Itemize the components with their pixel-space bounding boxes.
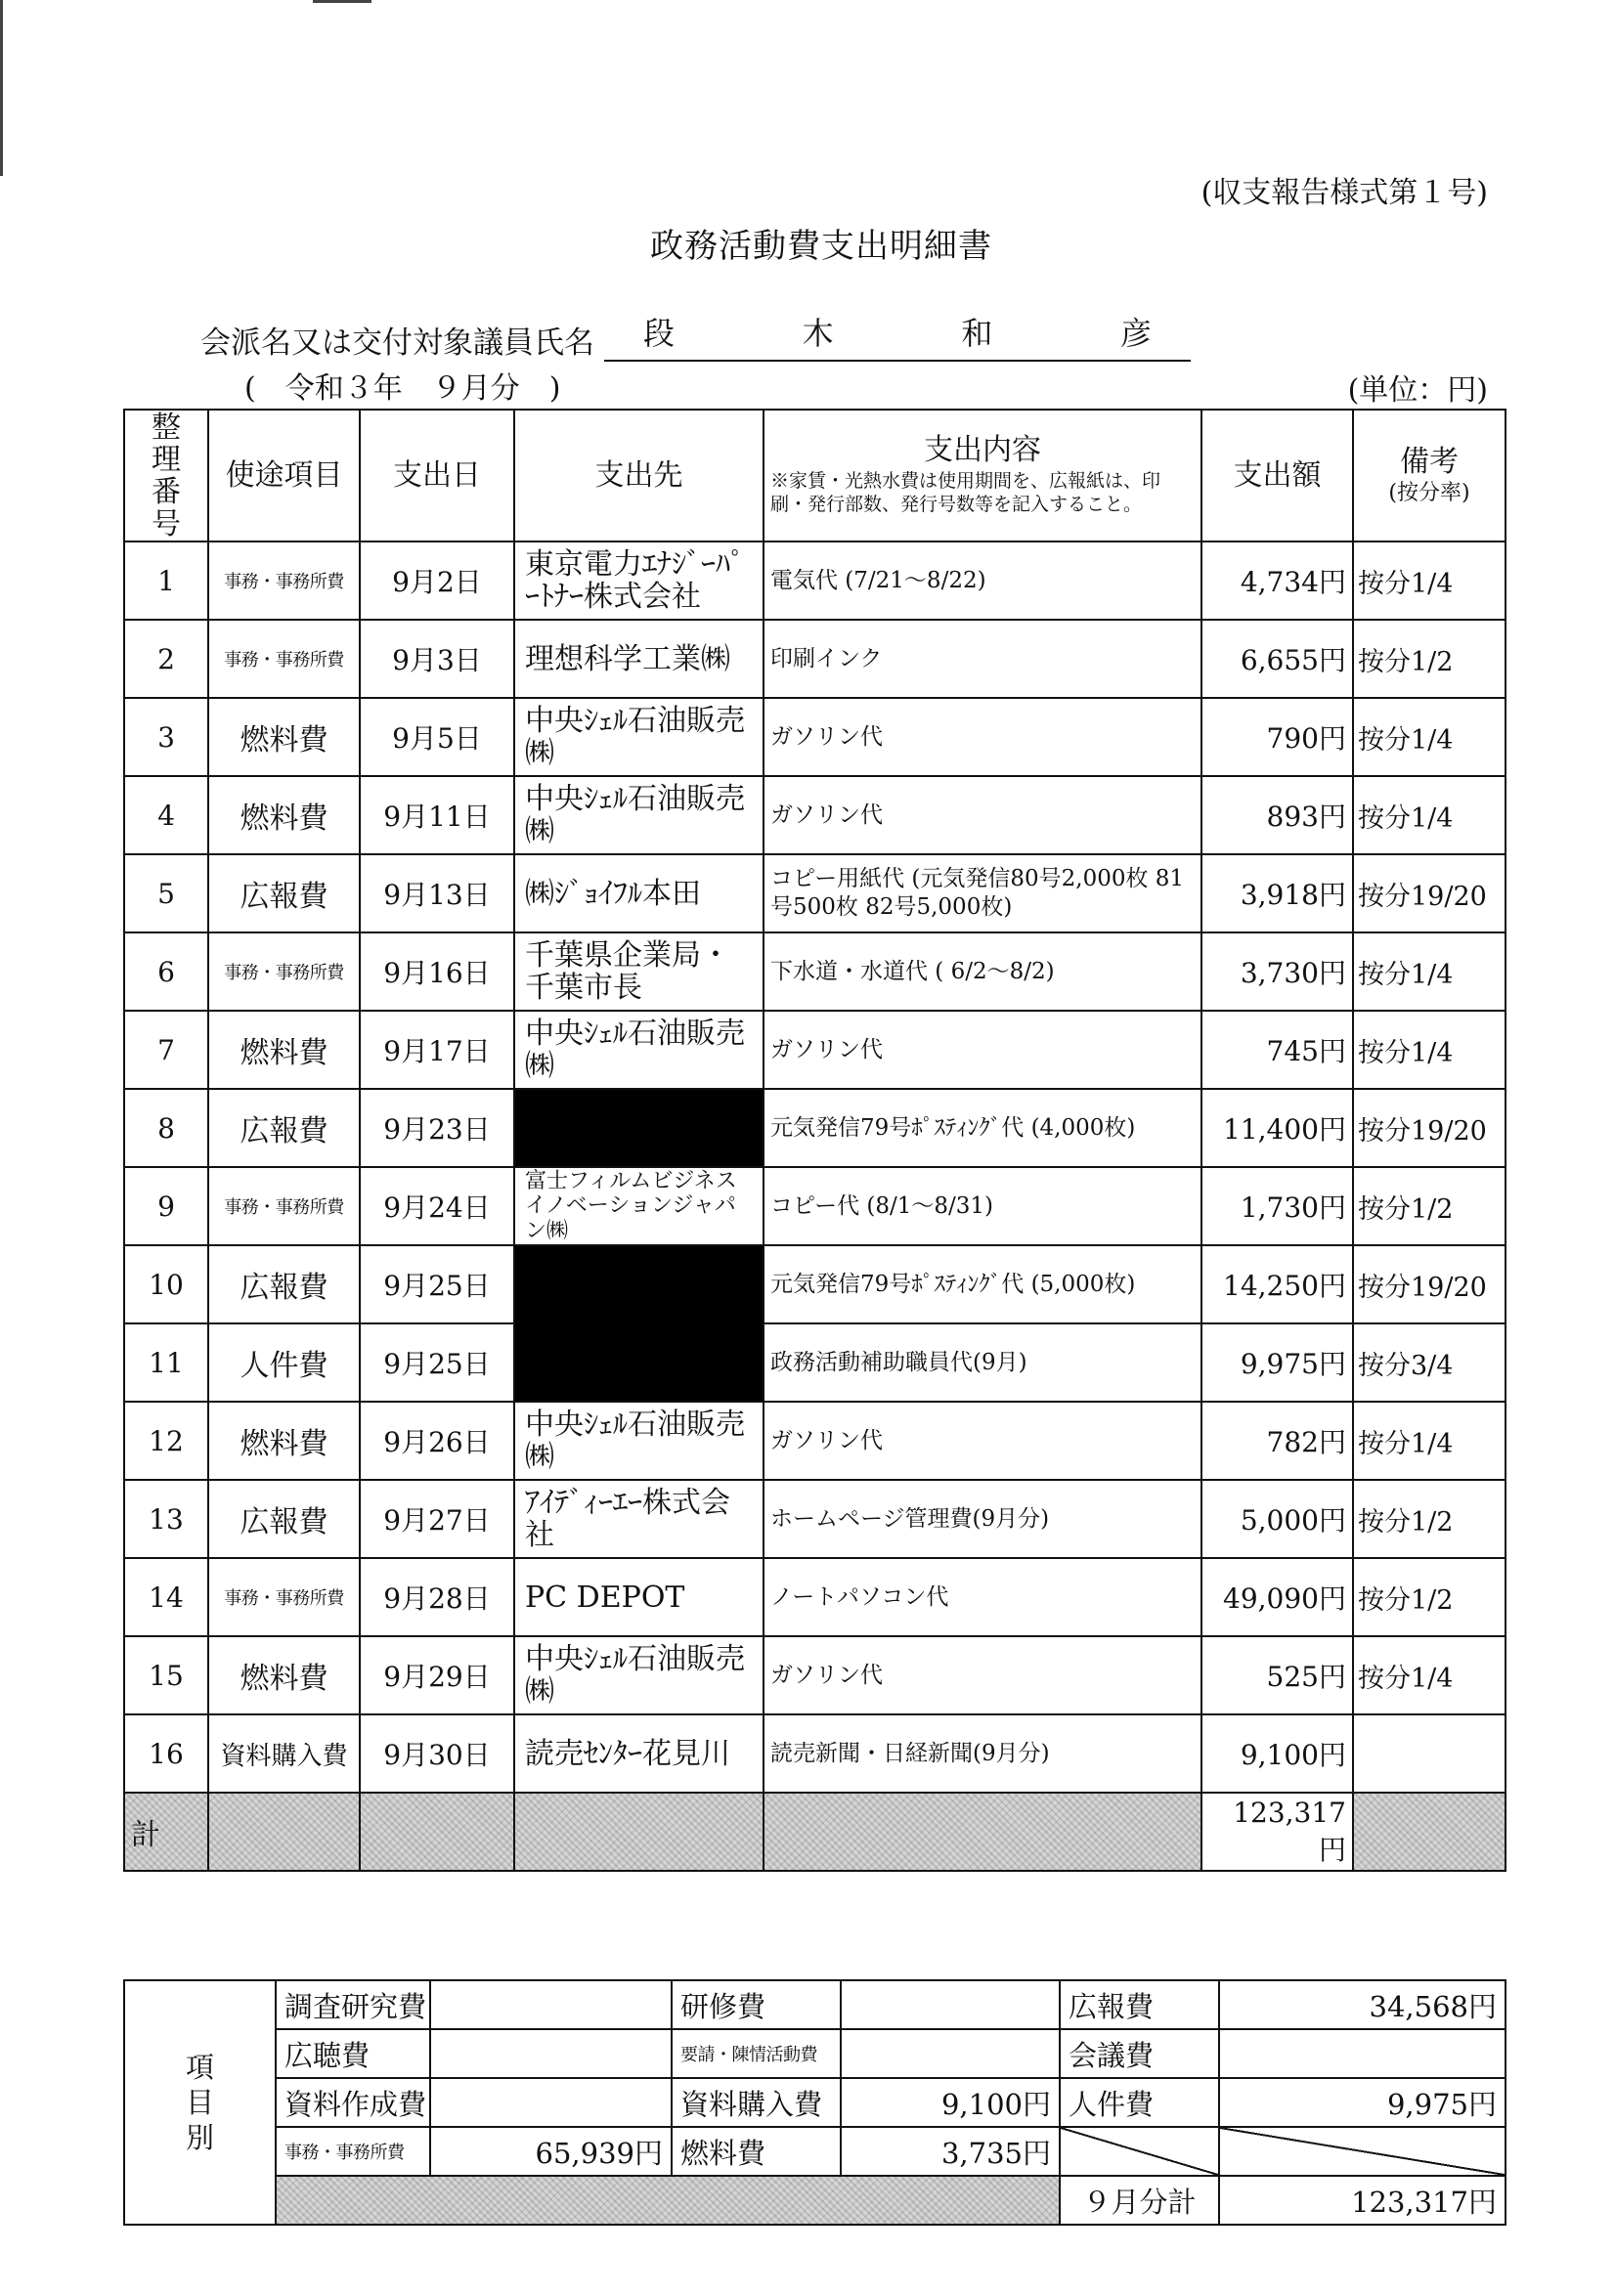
member-name-char: 段 <box>643 315 676 352</box>
row-content: ガソリン代 <box>764 1011 1201 1089</box>
total-label: 計 <box>124 1793 208 1871</box>
shaded-cell <box>764 1793 1201 1871</box>
category-summary-table <box>123 1979 1506 2226</box>
party-row <box>200 309 1191 362</box>
col-header-payee: 支出先 <box>514 410 764 542</box>
diagonal-empty-cell <box>1060 2127 1219 2176</box>
row-no: 12 <box>124 1402 208 1480</box>
category-row <box>124 1980 1506 2029</box>
row-content: 読売新聞・日経新聞(9月分) <box>764 1714 1201 1793</box>
scan-mark <box>313 0 371 3</box>
category-label: 事務・事務所費 <box>276 2127 430 2176</box>
shaded-cell <box>276 2176 1060 2225</box>
row-note: 按分1/2 <box>1353 620 1506 698</box>
row-use: 燃料費 <box>208 698 360 776</box>
row-no: 8 <box>124 1089 208 1167</box>
member-name <box>604 309 1191 362</box>
table-row <box>124 1714 1506 1793</box>
row-content: 電気代 (7/21～8/22) <box>764 542 1201 620</box>
row-date: 9月26日 <box>360 1402 514 1480</box>
row-use: 人件費 <box>208 1323 360 1402</box>
table-row <box>124 620 1506 698</box>
row-date: 9月29日 <box>360 1636 514 1714</box>
category-label: 燃料費 <box>672 2127 841 2176</box>
row-payee: 千葉県企業局・千葉市長 <box>514 932 764 1011</box>
row-use: 広報費 <box>208 1480 360 1558</box>
table-row <box>124 1167 1506 1245</box>
table-row <box>124 1480 1506 1558</box>
row-amount: 745円 <box>1201 1011 1353 1089</box>
row-amount: 790円 <box>1201 698 1353 776</box>
row-no: 10 <box>124 1245 208 1323</box>
redacted-payee <box>514 1089 764 1167</box>
row-payee: ｱｲﾃﾞｨｰｴｰ株式会社 <box>514 1480 764 1558</box>
diagonal-empty-cell <box>1219 2127 1506 2176</box>
row-date: 9月23日 <box>360 1089 514 1167</box>
table-row <box>124 1089 1506 1167</box>
row-note: 按分1/4 <box>1353 932 1506 1011</box>
row-note: 按分1/4 <box>1353 776 1506 854</box>
scan-mark <box>0 0 3 176</box>
col-header-note-sub: (按分率) <box>1388 480 1470 505</box>
row-amount: 5,000円 <box>1201 1480 1353 1558</box>
category-value <box>430 2029 672 2078</box>
category-label: 要請・陳情活動費 <box>672 2029 841 2078</box>
row-use: 燃料費 <box>208 776 360 854</box>
form-number: (収支報告様式第１号) <box>1200 176 1488 210</box>
month-total-value: 123,317円 <box>1219 2176 1506 2225</box>
row-use: 資料購入費 <box>208 1714 360 1793</box>
row-no: 14 <box>124 1558 208 1636</box>
table-row <box>124 776 1506 854</box>
row-note: 按分19/20 <box>1353 854 1506 932</box>
category-value: 65,939円 <box>430 2127 672 2176</box>
row-payee: 中央ｼｪﾙ石油販売㈱ <box>514 1636 764 1714</box>
table-row <box>124 1245 1506 1323</box>
row-amount: 6,655円 <box>1201 620 1353 698</box>
row-amount: 3,918円 <box>1201 854 1353 932</box>
col-header-content-label: 支出内容 <box>924 433 1041 468</box>
shaded-cell <box>1353 1793 1506 1871</box>
row-no: 3 <box>124 698 208 776</box>
row-use: 事務・事務所費 <box>208 932 360 1011</box>
table-row <box>124 932 1506 1011</box>
row-payee: PC DEPOT <box>514 1558 764 1636</box>
row-use: 燃料費 <box>208 1402 360 1480</box>
category-label: 研修費 <box>672 1980 841 2029</box>
row-content: コピー用紙代 (元気発信80号2,000枚 81号500枚 82号5,000枚) <box>764 854 1201 932</box>
category-value <box>841 1980 1060 2029</box>
member-name-char: 和 <box>961 315 993 352</box>
row-date: 9月5日 <box>360 698 514 776</box>
row-no: 11 <box>124 1323 208 1402</box>
category-row <box>124 2127 1506 2176</box>
row-payee: 富士フィルムビジネスイノベーションジャパン㈱ <box>514 1167 764 1245</box>
row-payee: 東京電力ｴﾅｼﾞｰﾊﾟｰﾄﾅｰ株式会社 <box>514 542 764 620</box>
row-amount: 49,090円 <box>1201 1558 1353 1636</box>
row-no: 4 <box>124 776 208 854</box>
document-title: 政務活動費支出明細書 <box>650 227 992 266</box>
col-header-use: 使途項目 <box>208 410 360 542</box>
row-payee: 読売ｾﾝﾀｰ花見川 <box>514 1714 764 1793</box>
row-date: 9月13日 <box>360 854 514 932</box>
row-use: 燃料費 <box>208 1011 360 1089</box>
row-amount: 525円 <box>1201 1636 1353 1714</box>
report-period: ( 令和３年 ９月分 ) <box>244 371 561 406</box>
category-value: 9,100円 <box>841 2078 1060 2127</box>
row-use: 広報費 <box>208 1089 360 1167</box>
row-note: 按分1/4 <box>1353 1636 1506 1714</box>
row-use: 事務・事務所費 <box>208 1558 360 1636</box>
row-note: 按分1/4 <box>1353 698 1506 776</box>
row-date: 9月17日 <box>360 1011 514 1089</box>
row-amount: 9,975円 <box>1201 1323 1353 1402</box>
category-side-char: 別 <box>185 2121 214 2155</box>
category-value: 3,735円 <box>841 2127 1060 2176</box>
table-row <box>124 1323 1506 1402</box>
table-row <box>124 1402 1506 1480</box>
col-header-note-label: 備考 <box>1400 444 1459 479</box>
row-use: 広報費 <box>208 854 360 932</box>
row-use: 事務・事務所費 <box>208 542 360 620</box>
row-note: 按分1/2 <box>1353 1167 1506 1245</box>
row-payee: 中央ｼｪﾙ石油販売㈱ <box>514 776 764 854</box>
category-value <box>430 2078 672 2127</box>
row-date: 9月3日 <box>360 620 514 698</box>
row-use: 事務・事務所費 <box>208 1167 360 1245</box>
category-value <box>1219 2029 1506 2078</box>
row-note <box>1353 1714 1506 1793</box>
row-content: コピー代 (8/1～8/31) <box>764 1167 1201 1245</box>
row-date: 9月25日 <box>360 1245 514 1323</box>
row-note: 按分19/20 <box>1353 1089 1506 1167</box>
row-date: 9月28日 <box>360 1558 514 1636</box>
row-note: 按分1/4 <box>1353 1011 1506 1089</box>
row-date: 9月11日 <box>360 776 514 854</box>
row-payee: 中央ｼｪﾙ石油販売㈱ <box>514 1402 764 1480</box>
row-no: 6 <box>124 932 208 1011</box>
row-content: ホームページ管理費(9月分) <box>764 1480 1201 1558</box>
unit-label: (単位：円) <box>1347 373 1488 408</box>
member-name-char: 木 <box>802 315 834 352</box>
category-value <box>430 1980 672 2029</box>
row-use: 燃料費 <box>208 1636 360 1714</box>
col-header-amount: 支出額 <box>1201 410 1353 542</box>
row-amount: 1,730円 <box>1201 1167 1353 1245</box>
category-side-char: 項 <box>185 2050 214 2084</box>
row-note: 按分1/2 <box>1353 1558 1506 1636</box>
category-value: 9,975円 <box>1219 2078 1506 2127</box>
row-use: 広報費 <box>208 1245 360 1323</box>
row-date: 9月24日 <box>360 1167 514 1245</box>
category-label: 資料購入費 <box>672 2078 841 2127</box>
row-amount: 9,100円 <box>1201 1714 1353 1793</box>
party-label: 会派名又は交付対象議員氏名 <box>200 325 594 361</box>
redacted-payee <box>514 1245 764 1402</box>
row-payee: 理想科学工業㈱ <box>514 620 764 698</box>
row-content: ガソリン代 <box>764 1402 1201 1480</box>
month-total-label: ９月分計 <box>1060 2176 1219 2225</box>
row-amount: 11,400円 <box>1201 1089 1353 1167</box>
col-header-content <box>764 410 1201 542</box>
col-header-content-note: ※家賃・光熱水費は使用期間を、広報紙は、印刷・発行部数、発行号数等を記入すること。 <box>770 470 1161 515</box>
row-note: 按分3/4 <box>1353 1323 1506 1402</box>
category-label: 会議費 <box>1060 2029 1219 2078</box>
total-amount: 123,317円 <box>1201 1793 1353 1871</box>
row-content: 元気発信79号ﾎﾟｽﾃｨﾝｸﾞ代 (5,000枚) <box>764 1245 1201 1323</box>
row-note: 按分1/4 <box>1353 542 1506 620</box>
row-content: 下水道・水道代 ( 6/2～8/2) <box>764 932 1201 1011</box>
row-no: 16 <box>124 1714 208 1793</box>
row-no: 5 <box>124 854 208 932</box>
category-side-label <box>124 1980 276 2225</box>
row-amount: 14,250円 <box>1201 1245 1353 1323</box>
shaded-cell <box>514 1793 764 1871</box>
shaded-cell <box>208 1793 360 1871</box>
member-name-char: 彦 <box>1119 315 1152 352</box>
row-content: 印刷インク <box>764 620 1201 698</box>
table-row <box>124 1011 1506 1089</box>
table-row <box>124 542 1506 620</box>
table-row <box>124 1558 1506 1636</box>
row-content: 政務活動補助職員代(9月) <box>764 1323 1201 1402</box>
category-row <box>124 2078 1506 2127</box>
col-header-no: 整理番号 <box>124 410 208 542</box>
shaded-cell <box>360 1793 514 1871</box>
total-row <box>124 1793 1506 1871</box>
category-total-row <box>124 2176 1506 2225</box>
table-row <box>124 1636 1506 1714</box>
row-use: 事務・事務所費 <box>208 620 360 698</box>
row-date: 9月2日 <box>360 542 514 620</box>
row-note: 按分19/20 <box>1353 1245 1506 1323</box>
row-date: 9月30日 <box>360 1714 514 1793</box>
row-no: 9 <box>124 1167 208 1245</box>
row-payee: ㈱ｼﾞｮｲﾌﾙ本田 <box>514 854 764 932</box>
row-date: 9月27日 <box>360 1480 514 1558</box>
category-value: 34,568円 <box>1219 1980 1506 2029</box>
col-header-note <box>1353 410 1506 542</box>
category-label: 広報費 <box>1060 1980 1219 2029</box>
row-date: 9月16日 <box>360 932 514 1011</box>
row-no: 1 <box>124 542 208 620</box>
row-amount: 893円 <box>1201 776 1353 854</box>
category-label: 広聴費 <box>276 2029 430 2078</box>
category-label: 資料作成費 <box>276 2078 430 2127</box>
row-date: 9月25日 <box>360 1323 514 1402</box>
row-no: 15 <box>124 1636 208 1714</box>
row-payee: 中央ｼｪﾙ石油販売㈱ <box>514 698 764 776</box>
row-no: 2 <box>124 620 208 698</box>
row-no: 7 <box>124 1011 208 1089</box>
row-amount: 4,734円 <box>1201 542 1353 620</box>
row-note: 按分1/2 <box>1353 1480 1506 1558</box>
row-content: ノートパソコン代 <box>764 1558 1201 1636</box>
row-payee: 中央ｼｪﾙ石油販売㈱ <box>514 1011 764 1089</box>
table-row <box>124 698 1506 776</box>
category-label: 調査研究費 <box>276 1980 430 2029</box>
category-label: 人件費 <box>1060 2078 1219 2127</box>
category-row <box>124 2029 1506 2078</box>
table-row <box>124 854 1506 932</box>
row-note: 按分1/4 <box>1353 1402 1506 1480</box>
category-side-char: 目 <box>185 2085 214 2119</box>
col-header-date: 支出日 <box>360 410 514 542</box>
row-content: ガソリン代 <box>764 776 1201 854</box>
category-value <box>841 2029 1060 2078</box>
row-amount: 782円 <box>1201 1402 1353 1480</box>
row-amount: 3,730円 <box>1201 932 1353 1011</box>
row-content: ガソリン代 <box>764 1636 1201 1714</box>
row-no: 13 <box>124 1480 208 1558</box>
table-header-row <box>124 410 1506 542</box>
row-content: 元気発信79号ﾎﾟｽﾃｨﾝｸﾞ代 (4,000枚) <box>764 1089 1201 1167</box>
expenditure-table <box>123 409 1506 1872</box>
row-content: ガソリン代 <box>764 698 1201 776</box>
